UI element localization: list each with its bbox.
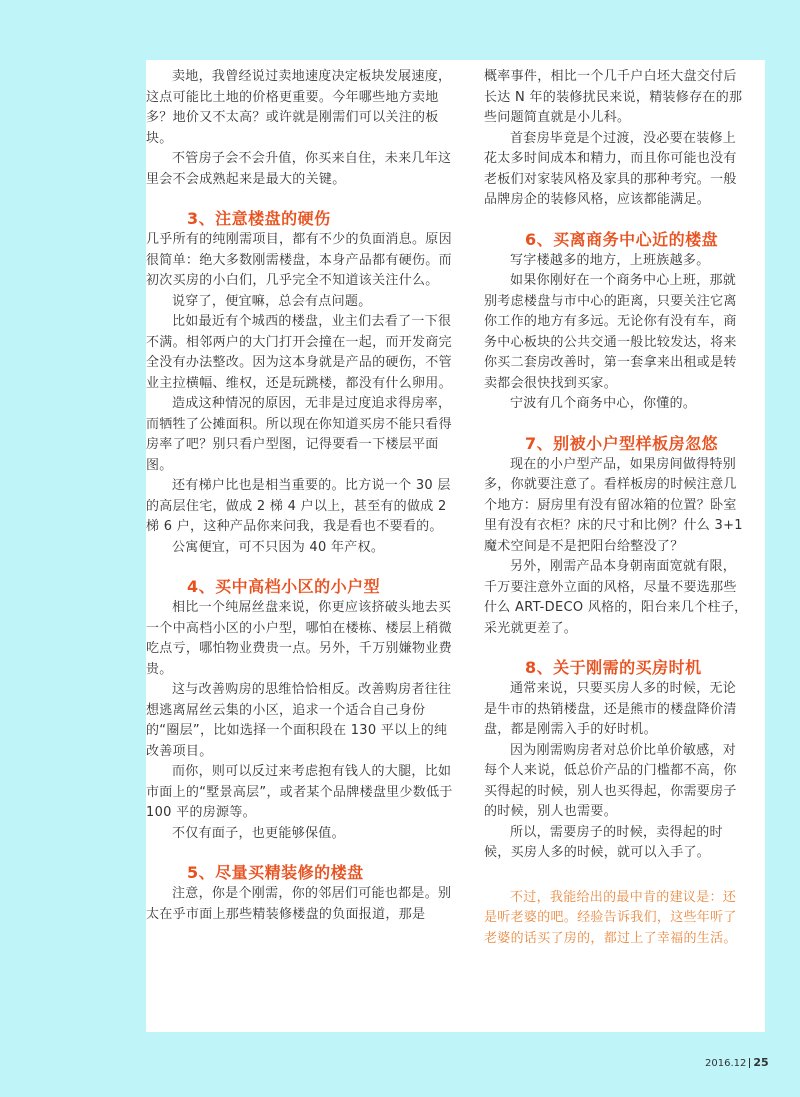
section-paragraph: 比如最近有个城西的楼盘，业主们去看了一下很不满。相邻两户的大门打开会撞在一起，而开发商完全没有办法整改。因为这本身就是产品的硬伤，不管业主拉横幅、维权，还是玩跳楼，都没有什么卵用。 [146,314,452,391]
section-heading-6: 6、买离商务中心近的楼盘 [525,229,719,249]
section-paragraph: 相比一个纯屌丝盘来说，你更应该挤破头地去买一个中高档小区的小户型，哪怕在楼栋、楼层上稍微吃点亏，哪怕物业费贵一点。另外，千万别嫌物业费贵。 [146,600,452,677]
section-paragraph: 如果你刚好在一个商务中心上班，那就别考虑楼盘与市中心的距离，只要关注它离你工作的地方有多远。无论你有没有车，商务中心板块的公共交通一般比较发达，将来你买二套房改善时，第一套拿来出租或是转卖都会很快找到买家。 [484,273,737,391]
section-paragraph: 而你，则可以反过来考虑抱有钱人的大腿，比如市面上的“墅景高层”，或者某个品牌楼盘里少数低于 100 平的房源等。 [146,764,453,820]
section-heading-8: 8、关于刚需的买房时机 [525,658,702,677]
footer-divider [749,1058,750,1068]
section-paragraph: 说穿了，便宜嘛，总会有点问题。 [172,293,372,309]
section-heading-7: 7、别被小户型样板房忽悠 [525,433,719,453]
conclusion-text: 不过，我能给出的最中肯的建议是：还是听老婆的吧。经验告诉我们，这些年听了老婆的话买了房的，都过上了幸福的生活。 [484,889,737,946]
section-paragraph: 几乎所有的纯刚需项目，都有不少的负面消息。原因很简单：绝大多数刚需楼盘，本身产品都有硬伤。而初次买房的小白们，几乎完全不知道该关注什么。 [146,232,452,288]
section-paragraph: 造成这种情况的原因，无非是过度追求得房率，而牺牲了公摊面积。所以现在你知道买房不能只看得房率了吧？别只看户型图，记得要看一下楼层平面图。 [146,396,452,473]
issue-date: 2016.12 [705,1058,747,1069]
section-heading-5: 5、尽量买精装修的楼盘 [187,863,364,882]
right-column [484,67,749,949]
page-border-bottom [0,1032,800,1097]
page-footer [705,1056,769,1069]
section-paragraph: 所以，需要房子的时候，卖得起的时候，买房人多的时候，就可以入手了。 [484,824,723,860]
section-paragraph: 不仅有面子，也更能够保值。 [172,825,345,841]
section-paragraph: 现在的小户型产品，如果房间做得特别多，你就要注意了。看样板房的时候注意几个地方：厨房里有没有留冰箱的位置？卧室里有没有衣柜？床的尺寸和比例？什么 3+1 魔术空间是不是把阳台给整没了？ [484,456,743,554]
section-paragraph: 还有梯户比也是相当重要的。比方说一个 30 层的高层住宅，做成 2 梯 4 户以上，甚至有的做成 2 梯 6 户，这种产品你来问我，我是看也不要看的。 [146,478,451,534]
section-heading-4: 4、买中高档小区的小户型 [187,577,381,596]
section-paragraph: 写字楼越多的地方，上班族越多。 [510,252,710,268]
section-paragraph: 宁波有几个商务中心，你懂的。 [510,396,697,411]
section-paragraph: 通常来说，只要买房人多的时候，无论是牛市的热销楼盘，还是熊市的楼盘降价清盘，都是刚需入手的好时机。 [484,681,737,737]
section-paragraph: 公寓便宜，可不只因为 40 年产权。 [172,539,385,555]
section-paragraph: 这与改善购房的思维恰恰相反。改善购房者往往想逃离屌丝云集的小区，追求一个适合自己身份的“圈层”，比如选择一个面积段在 130 平以上的纯改善项目。 [146,682,452,759]
page-border-right [765,0,800,1097]
intro-paragraph: 不管房子会不会升值，你买来自住，未来几年这里会不会成熟起来是最大的关键。 [146,151,452,187]
section-paragraph: 注意，你是个刚需，你的邻居们可能也都是。别太在乎市面上那些精装修楼盘的负面报道，那是 [146,886,452,922]
continued-paragraph: 概率事件，相比一个几千户白坯大盘交付后长达 N 年的装修扰民来说，精装修存在的那些问题简直就是小儿科。 [484,69,743,125]
page-border-left [0,0,146,1097]
section-paragraph: 另外，刚需产品本身朝南面宽就有限，千万要注意外立面的风格，尽量不要选那些什么 ART-DECO 风格的，阳台来几个柱子，采光就更差了。 [484,559,748,636]
section-paragraph: 因为刚需购房者对总价比单价敏感，对每个人来说，低总价产品的门槛都不高，你买得起的时候，别人也买得起，你需要房子的时候，别人也需要。 [484,742,737,819]
continued-paragraph: 首套房毕竟是个过渡，没必要在装修上花太多时间成本和精力，而且你可能也没有老板们对家装风格及家具的那种考究。一般品牌房企的装修风格，应该都能满足。 [484,130,737,207]
page-number: 25 [753,1056,769,1069]
left-column [146,67,458,925]
section-heading-3: 3、注意楼盘的硬伤 [187,209,331,228]
intro-paragraph: 卖地，我曾经说过卖地速度决定板块发展速度，这点可能比土地的价格更重要。今年哪些地方卖地多？地价又不太高？或许就是刚需们可以关注的板块。 [146,69,452,146]
